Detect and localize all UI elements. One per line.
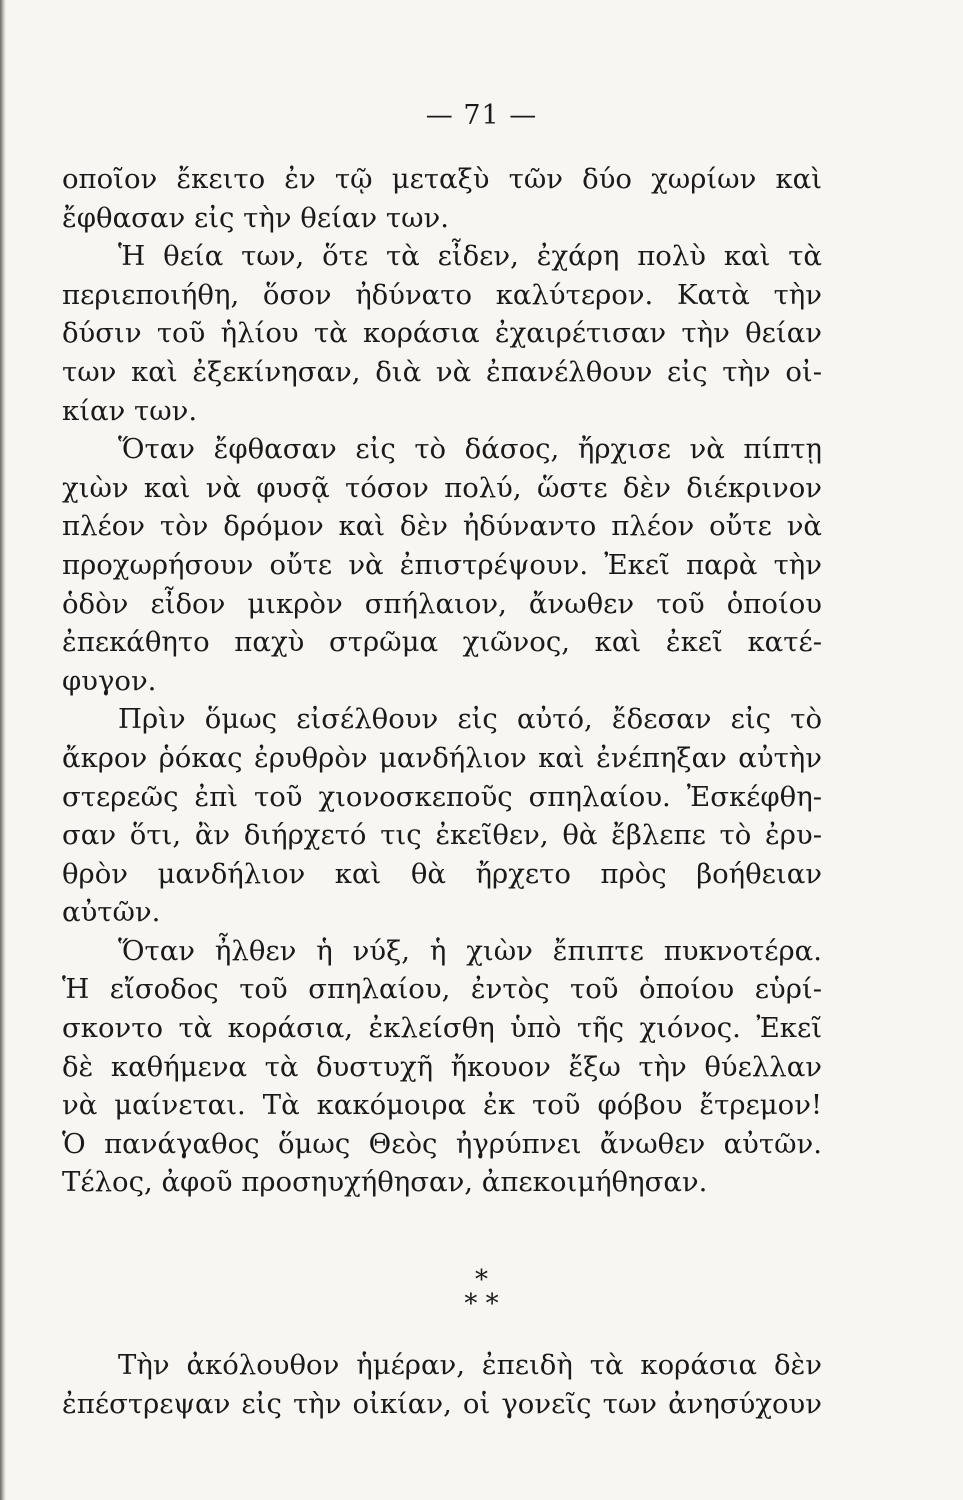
text-line: των καὶ ἐξεκίνησαν, διὰ νὰ ἐπανέλθουν εἰς τὴν οἰ- — [62, 355, 822, 388]
text-line: δὲ καθήμενα τὰ δυστυχῆ ἤκουον ἔξω τὴν θύελλαν — [62, 1050, 822, 1083]
text-line: δύσιν τοῦ ἡλίου τὰ κοράσια ἐχαιρέτισαν τὴν θείαν — [62, 317, 822, 350]
text-line: ἄκρον ῥόκας ἐρυθρὸν μανδήλιον καὶ ἐνέπηξαν αὐτὴν — [62, 741, 822, 774]
text-line: νὰ μαίνεται. Τὰ κακόμοιρα ἐκ τοῦ φόβου ἔτρεμον! — [62, 1089, 822, 1122]
text-line: προχωρήσουν οὔτε νὰ ἐπιστρέψουν. Ἐκεῖ παρὰ τὴν — [62, 548, 822, 581]
text-line: περιεποιήθη, ὅσον ἠδύνατο καλύτερον. Κατὰ τὴν — [62, 278, 822, 311]
text-line: Ὅταν ἔφθασαν εἰς τὸ δάσος, ἤρχισε νὰ πίπτῃ — [118, 433, 822, 466]
text-line: Ὁ πανάγαθος ὅμως Θεὸς ἠγρύπνει ἄνωθεν αὐτῶν. — [62, 1127, 822, 1160]
text-line: οποῖον ἔκειτο ἐν τῷ μεταξὺ τῶν δύο χωρίων καὶ — [62, 163, 822, 195]
text-line: θρὸν μανδήλιον καὶ θὰ ἤρχετο πρὸς βοήθειαν — [62, 857, 822, 890]
text-line: Ὅταν ἦλθεν ἡ νύξ, ἡ χιὼν ἔπιπτε πυκνοτέρα. — [118, 934, 822, 967]
text-line: Πρὶν ὅμως εἰσέλθουν εἰς αὐτό, ἔδεσαν εἰς τὸ — [118, 703, 822, 736]
text-line: ἐπεκάθητο παχὺ στρῶμα χιῶνος, καὶ ἐκεῖ κατέ- — [62, 626, 822, 659]
text-line: χιὼν καὶ νὰ φυσᾷ τόσον πολύ, ὥστε δὲν διέκρινον — [62, 471, 822, 504]
text-line: Τὴν ἀκόλουθον ἡμέραν, ἐπειδὴ τὰ κοράσια δὲν — [118, 1349, 822, 1381]
asterisk-top: * — [475, 1265, 488, 1295]
text-line: κίαν των. — [62, 394, 198, 427]
text-line: αὐτῶν. — [62, 896, 161, 929]
text-line: στερεῶς ἐπὶ τοῦ χιονοσκεποῦς σπηλαίου. Ἐσκέφθη- — [62, 780, 822, 813]
text-line: ἔφθασαν εἰς τὴν θείαν των. — [62, 201, 449, 234]
text-line: φυγον. — [62, 664, 157, 697]
text-line: ἐπέστρεψαν εἰς τὴν οἰκίαν, οἱ γονεῖς των ἀνησύχουν — [62, 1387, 822, 1420]
next-section-text — [62, 1346, 822, 1423]
text-line: Τέλος, ἀφοῦ προσηυχήθησαν, ἀπεκοιμήθησαν. — [62, 1166, 708, 1199]
asterisk-bottom: * * — [464, 1289, 499, 1319]
main-text — [62, 160, 822, 1202]
text-line: πλέον τὸν δρόμον καὶ δὲν ἠδύναντο πλέον οὔτε νὰ — [62, 510, 822, 543]
page-number: — 71 — — [425, 100, 538, 131]
text-line: Ἡ θεία των, ὅτε τὰ εἶδεν, ἐχάρη πολὺ καὶ τὰ — [118, 240, 822, 273]
text-line: σκοντο τὰ κοράσια, ἐκλείσθη ὑπὸ τῆς χιόνος. Ἐκεῖ — [62, 1012, 822, 1045]
section-separator — [0, 1265, 963, 1319]
text-line: Ἡ εἴσοδος τοῦ σπηλαίου, ἐντὸς τοῦ ὁποίου εὑρί- — [62, 973, 822, 1006]
text-line: σαν ὅτι, ἂν διήρχετό τις ἐκεῖθεν, θὰ ἔβλεπε τὸ ἐρυ- — [62, 819, 822, 852]
text-line: ὁδὸν εἶδον μικρὸν σπήλαιον, ἄνωθεν τοῦ ὁποίου — [62, 587, 822, 620]
